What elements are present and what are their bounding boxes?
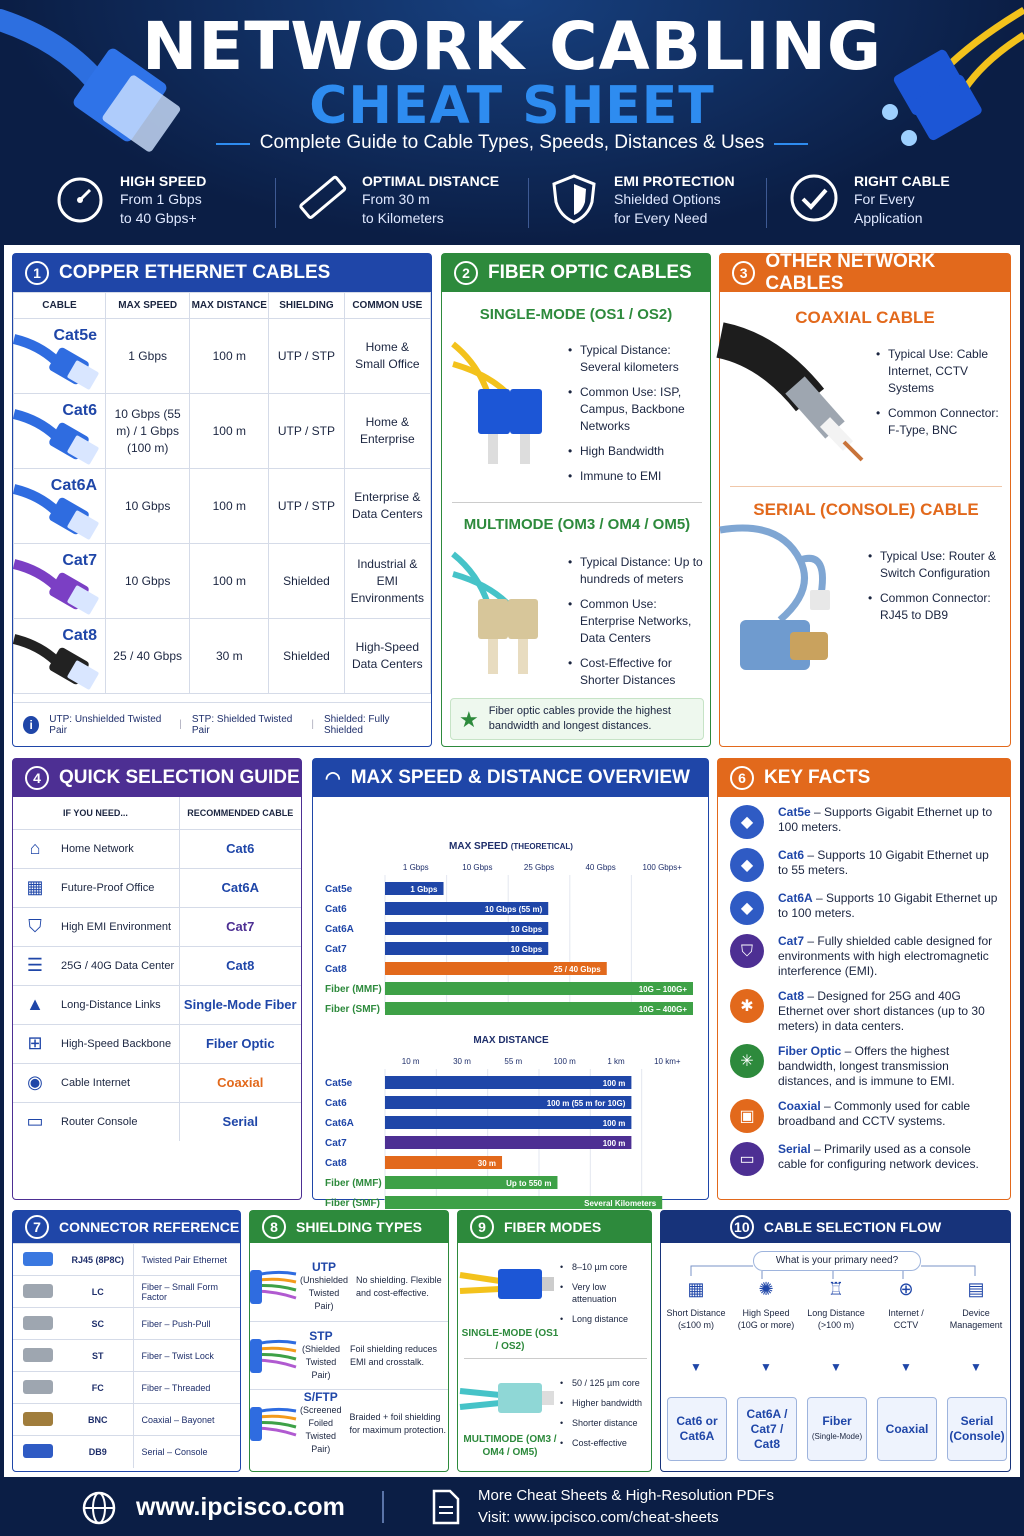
fiber-note: ★ Fiber optic cables provide the highest bandwidth and longest distances. <box>450 698 704 740</box>
feature-emi-protection: EMI PROTECTION Shielded Options for Every Need <box>548 172 735 234</box>
key-fact-item: ◆ Cat6 – Supports 10 Gigabit Ethernet up to 55 meters. <box>730 848 1002 882</box>
cell-shielding: Shielded <box>269 544 344 619</box>
flow-branch-label: High Speed (10G or more) <box>737 1308 795 1330</box>
multimode-points <box>560 1377 652 1457</box>
fact-icon: ✱ <box>730 989 764 1023</box>
table-row: ◉ Cable Internet Coaxial <box>13 1063 301 1102</box>
flow-branch-label: Long Distance (>100 m) <box>807 1308 865 1330</box>
serial-bullets <box>868 548 1010 632</box>
category-label: Cat5e <box>325 1078 353 1089</box>
cell-use: Enterprise & Data Centers <box>344 469 430 544</box>
category-label: Cat7 <box>325 944 347 955</box>
x-tick-label: 10 km+ <box>654 1057 681 1066</box>
table-row <box>14 469 431 544</box>
table-row: ⊞ High-Speed Backbone Fiber Optic <box>13 1024 301 1063</box>
flow-result-box: Fiber (Single-Mode) <box>807 1397 867 1461</box>
category-label: Fiber (SMF) <box>325 1004 380 1015</box>
section-header: 9 FIBER MODES <box>458 1211 651 1243</box>
connector-icon <box>23 1380 53 1394</box>
shield-icon <box>548 172 600 224</box>
subtitle-rule-right <box>774 143 808 145</box>
table-row: ⛉ High EMI Environment Cat7 <box>13 907 301 946</box>
shielding-types-section <box>249 1210 449 1472</box>
bullet-item: • 50 / 125 µm core <box>560 1377 652 1389</box>
key-fact-item: ▭ Serial – Primarily used as a console cable for configuring network devices. <box>730 1142 1002 1176</box>
table-row <box>14 319 431 394</box>
bar-value-label: 1 Gbps <box>410 885 438 894</box>
quick-selection-table: IF YOU NEED... RECOMMENDED CABLE ⌂ Home Network Cat6 ▦ Future-Proof Office Cat6A ⛉ High EMI Environment Cat7 ☰ 25G / 40G Data Center Cat8 ▲ Long-Distance Links Single-Mode Fiber ⊞ High-Speed Backbone Fiber Optic ◉ Cable Internet Coaxial ▭ Router Console Serial <box>13 797 301 1141</box>
bullet-item: • Typical Use: Router & Switch Configuration <box>868 548 1010 582</box>
table-row: ▦ Future-Proof Office Cat6A <box>13 868 301 907</box>
x-tick-label: 100 Gbps+ <box>642 863 682 872</box>
document-icon <box>432 1489 460 1525</box>
fact-icon: ▭ <box>730 1142 764 1176</box>
bullet-item: • Cost-Effective for Shorter Distances <box>568 655 710 689</box>
fact-icon: ✳ <box>730 1044 764 1078</box>
bar <box>385 1116 631 1129</box>
speed-icon: ✺ <box>758 1279 774 1299</box>
serial-cable-illustration <box>720 520 870 680</box>
category-label: Fiber (MMF) <box>325 984 382 995</box>
bar-value-label: 100 m (55 m for 10G) <box>546 1099 626 1108</box>
recommended-cable: Serial <box>179 1102 301 1141</box>
tower-icon: ♖ <box>827 1279 845 1299</box>
building-icon: ▦ <box>26 877 44 897</box>
coaxial-cable-illustration <box>720 330 870 470</box>
category-label: Cat6A <box>325 1118 354 1129</box>
footer <box>0 1477 1024 1536</box>
key-fact-item: ⛉ Cat7 – Fully shielded cable designed for environments with high electromagnetic interference (EMI). <box>730 934 1002 979</box>
twisted-pair-icon <box>250 1399 300 1449</box>
table-row <box>14 619 431 694</box>
globe-icon <box>82 1491 116 1525</box>
cell-shielding: UTP / STP <box>269 469 344 544</box>
cell-use: Home & Enterprise <box>344 394 430 469</box>
bullet-item: • Immune to EMI <box>568 468 708 485</box>
ruler-icon <box>296 172 348 224</box>
recommended-cable: Cat6A <box>179 868 301 907</box>
bullet-item: • Typical Use: Cable Internet, CCTV Systems <box>876 346 1010 397</box>
x-tick-label: 40 Gbps <box>585 863 616 872</box>
cell-shielding: Shielded <box>269 619 344 694</box>
section-header: 6 KEY FACTS <box>718 759 1010 797</box>
info-icon: i <box>23 716 39 734</box>
bullet-item: • Shorter distance <box>560 1417 652 1429</box>
table-row: ST Fiber – Twist Lock <box>13 1340 240 1372</box>
fact-icon: ▣ <box>730 1099 764 1133</box>
key-fact-item: ✳ Fiber Optic – Offers the highest bandwidth, longest transmission distances, and is immune to EMI. <box>730 1044 1002 1089</box>
section-header: 4 QUICK SELECTION GUIDE <box>13 759 301 797</box>
bar-value-label: Up to 550 m <box>506 1179 552 1188</box>
overview-chart <box>313 797 710 1209</box>
bullet-item: • Typical Distance: Several kilometers <box>568 342 708 376</box>
cell-shielding: UTP / STP <box>269 394 344 469</box>
flow-arrow-icon: ▼ <box>760 1360 772 1374</box>
network-icon: ⊞ <box>27 1033 43 1053</box>
table-row <box>14 394 431 469</box>
cable-cell: Cat5e <box>14 319 106 394</box>
bar-value-label: Several Kilometers <box>584 1199 657 1208</box>
bullet-item: • Very low attenuation <box>560 1281 652 1305</box>
flow-result-box: Cat6A / Cat7 / Cat8 <box>737 1397 797 1461</box>
bar-value-label: 10G – 400G+ <box>638 1005 687 1014</box>
bullet-item: • Higher bandwidth <box>560 1397 652 1409</box>
bar-value-label: 10 Gbps <box>510 945 543 954</box>
table-row: ☰ 25G / 40G Data Center Cat8 <box>13 946 301 985</box>
cell-speed: 25 / 40 Gbps <box>106 619 190 694</box>
feature-high-speed: HIGH SPEED From 1 Gbps to 40 Gbps+ <box>54 172 206 234</box>
x-tick-label: 55 m <box>504 1057 523 1066</box>
bar-value-label: 30 m <box>477 1159 497 1168</box>
key-fact-item: ◆ Cat5e – Supports Gigabit Ethernet up to 100 meters. <box>730 805 1002 839</box>
multimode-fiber-illustration <box>448 544 558 694</box>
recommended-cable: Fiber Optic <box>179 1024 301 1063</box>
category-label: Cat8 <box>325 964 347 975</box>
flow-arrow-icon: ▼ <box>970 1360 982 1374</box>
checkmark-icon <box>788 172 840 224</box>
shielding-list <box>250 1253 448 1457</box>
copper-ethernet-section <box>12 253 432 747</box>
cable-cell: Cat8 <box>14 619 106 694</box>
cell-distance: 100 m <box>190 319 269 394</box>
bar-value-label: 25 / 40 Gbps <box>553 965 601 974</box>
key-facts-section <box>717 758 1011 1200</box>
flow-arrow-icon: ▼ <box>830 1360 842 1374</box>
category-label: Cat7 <box>325 1138 347 1149</box>
server-icon: ☰ <box>26 955 44 975</box>
bullet-item: • Common Use: Enterprise Networks, Data Centers <box>568 596 710 647</box>
globe-icon: ⊕ <box>898 1279 914 1299</box>
connector-reference-section <box>12 1210 241 1472</box>
bar <box>385 1076 631 1089</box>
multimode-connector-illustration <box>460 1371 556 1431</box>
wifi-icon: ◉ <box>27 1072 43 1092</box>
category-label: Fiber (MMF) <box>325 1178 382 1189</box>
copper-legend: i UTP: Unshielded Twisted Pair | STP: Shielded Twisted Pair | Shielded: Fully Shielded <box>13 702 431 746</box>
cable-selection-flow-section <box>660 1210 1011 1472</box>
bullet-item: • Common Connector: F-Type, BNC <box>876 405 1010 439</box>
connector-icon <box>23 1252 53 1266</box>
coaxial-title: COAXIAL CABLE <box>795 308 935 327</box>
recommended-cable: Cat8 <box>179 946 301 985</box>
table-row: RJ45 (8P8C) Twisted Pair Ethernet <box>13 1244 240 1276</box>
cell-distance: 30 m <box>190 619 269 694</box>
feature-right-cable: RIGHT CABLE For Every Application <box>788 172 950 234</box>
cell-speed: 1 Gbps <box>106 319 190 394</box>
section-header: 3 OTHER NETWORK CABLES <box>720 254 1010 292</box>
flow-branch-label: Device Management <box>949 1308 1003 1330</box>
table-row <box>14 544 431 619</box>
single-mode-label: SINGLE-MODE (OS1 / OS2) <box>461 1328 559 1352</box>
x-tick-label: 1 km <box>607 1057 625 1066</box>
coaxial-bullets <box>876 346 1010 447</box>
table-row: BNC Coaxial – Bayonet <box>13 1404 240 1436</box>
star-icon: ★ <box>459 706 479 732</box>
flow-branch-label: Internet / CCTV <box>888 1308 924 1330</box>
cell-distance: 100 m <box>190 544 269 619</box>
chart-title: MAX DISTANCE <box>473 1035 549 1046</box>
cell-distance: 100 m <box>190 469 269 544</box>
recommended-cable: Cat6 <box>179 829 301 868</box>
section-header: ◠ MAX SPEED & DISTANCE OVERVIEW <box>313 759 708 797</box>
header <box>0 0 1024 245</box>
connector-icon <box>23 1348 53 1362</box>
bullet-item: • Typical Distance: Up to hundreds of meters <box>568 554 710 588</box>
category-label: Cat5e <box>325 884 353 895</box>
shield-bolt-icon: ⛉ <box>28 916 42 936</box>
x-tick-label: 30 m <box>453 1057 471 1066</box>
bullet-item: • Long distance <box>560 1313 652 1325</box>
title-line1: NETWORK CABLING <box>141 8 883 85</box>
bullet-item: • High Bandwidth <box>568 443 708 460</box>
cable-cell: Cat6A <box>14 469 106 544</box>
category-label: Cat6 <box>325 904 347 915</box>
table-row: FC Fiber – Threaded <box>13 1372 240 1404</box>
x-tick-label: 10 Gbps <box>462 863 493 872</box>
mountain-icon: ▲ <box>26 994 44 1014</box>
fiber-modes-section <box>457 1210 652 1472</box>
cell-use: Home & Small Office <box>344 319 430 394</box>
recommended-cable: Single-Mode Fiber <box>179 985 301 1024</box>
multimode-title: MULTIMODE (OM3 / OM4 / OM5) <box>463 516 691 533</box>
cell-shielding: UTP / STP <box>269 319 344 394</box>
bar-value-label: 10 Gbps (55 m) <box>484 905 543 914</box>
cell-distance: 100 m <box>190 394 269 469</box>
key-fact-item: ✱ Cat8 – Designed for 25G and 40G Ethernet over short distances (up to 30 meters) in data centers. <box>730 989 1002 1034</box>
table-row: ▭ Router Console Serial <box>13 1102 301 1141</box>
key-fact-item: ▣ Coaxial – Commonly used for cable broadband and CCTV systems. <box>730 1099 1002 1133</box>
category-label: Cat6A <box>325 924 354 935</box>
serial-title: SERIAL (CONSOLE) CABLE <box>753 500 979 519</box>
flow-result-box: Cat6 or Cat6A <box>667 1397 727 1461</box>
single-mode-connector-illustration <box>460 1255 556 1325</box>
shielding-row: UTP (Unshielded Twisted Pair) No shielding. Flexible and cost-effective. <box>250 1253 448 1321</box>
shielding-row: S/FTP (Screened Foiled Twisted Pair) Braided + foil shielding for maximum protection. <box>250 1389 448 1457</box>
connector-icon <box>23 1284 53 1298</box>
single-mode-points <box>560 1261 652 1333</box>
bar-value-label: 100 m <box>602 1119 626 1128</box>
section-header: 1 COPPER ETHERNET CABLES <box>13 254 431 292</box>
cable-cell: Cat7 <box>14 544 106 619</box>
cell-speed: 10 Gbps <box>106 469 190 544</box>
other-cables-section <box>719 253 1011 747</box>
speedometer-icon <box>54 172 106 224</box>
connector-icon <box>23 1412 53 1426</box>
category-label: Cat6 <box>325 1098 347 1109</box>
single-mode-bullets <box>568 342 708 493</box>
connector-icon <box>23 1444 53 1458</box>
flow-branch-label: Short Distance (≤100 m) <box>666 1308 726 1330</box>
fact-icon: ◆ <box>730 848 764 882</box>
bullet-item: • Common Connector: RJ45 to DB9 <box>868 590 1010 624</box>
recommended-cable: Coaxial <box>179 1063 301 1102</box>
bullet-item: • Common Use: ISP, Campus, Backbone Networks <box>568 384 708 435</box>
bar-value-label: 100 m <box>602 1139 626 1148</box>
category-label: Fiber (SMF) <box>325 1198 380 1209</box>
subtitle: Complete Guide to Cable Types, Speeds, Distances & Uses <box>259 132 765 153</box>
flow-arrow-icon: ▼ <box>690 1360 702 1374</box>
footer-more-text: More Cheat Sheets & High-Resolution PDFs <box>478 1487 774 1504</box>
multimode-bullets <box>568 554 710 697</box>
copper-table: CABLE MAX SPEED MAX DISTANCE SHIELDING COMMON USE Cat5e 1 Gbps 100 m UTP / STP Home & Small Office Cat6 10 Gbps (55 m) / 1 Gbps (100 m) 100 m UTP / STP Home & Enterprise Cat6A 10 Gbps 100 m UTP / STP Enterprise & Data Centers Cat7 10 Gbps 100 m Shielded Industrial & EMI Environments Cat8 25 / 40 Gbps 30 m Shielded High-Speed Data Centers <box>13 292 431 694</box>
router-icon: ▤ <box>967 1279 985 1299</box>
cell-use: Industrial & EMI Environments <box>344 544 430 619</box>
table-row: SC Fiber – Push-Pull <box>13 1308 240 1340</box>
connector-icon <box>23 1316 53 1330</box>
connector-table <box>13 1243 240 1468</box>
flow-result-box: Coaxial <box>877 1397 937 1461</box>
single-mode-title: SINGLE-MODE (OS1 / OS2) <box>479 306 673 323</box>
x-tick-label: 1 Gbps <box>402 863 429 872</box>
recommended-cable: Cat7 <box>179 907 301 946</box>
flow-arrow-icon: ▼ <box>900 1360 912 1374</box>
bullet-item: • 8–10 µm core <box>560 1261 652 1273</box>
x-tick-label: 10 m <box>401 1057 420 1066</box>
category-label: Cat8 <box>325 1158 347 1169</box>
feature-optimal-distance: OPTIMAL DISTANCE From 30 m to Kilometers <box>296 172 499 234</box>
laptop-icon: ▭ <box>26 1111 44 1132</box>
bullet-item: • Cost-effective <box>560 1437 652 1449</box>
cable-cell: Cat6 <box>14 394 106 469</box>
cell-use: High-Speed Data Centers <box>344 619 430 694</box>
gauge-icon: ◠ <box>325 767 341 788</box>
bar-value-label: 100 m <box>602 1079 626 1088</box>
x-tick-label: 25 Gbps <box>523 863 555 872</box>
fiber-optic-section <box>441 253 711 747</box>
table-row: ⌂ Home Network Cat6 <box>13 829 301 868</box>
cell-speed: 10 Gbps (55 m) / 1 Gbps (100 m) <box>106 394 190 469</box>
quick-selection-section <box>12 758 302 1200</box>
key-fact-item: ◆ Cat6A – Supports 10 Gigabit Ethernet up to 100 meters. <box>730 891 1002 925</box>
multimode-label: MULTIMODE (OM3 / OM4 / OM5) <box>463 1434 557 1458</box>
table-row: LC Fiber – Small Form Factor <box>13 1276 240 1308</box>
footer-site-link[interactable]: www.ipcisco.com <box>136 1493 345 1521</box>
section-header: 8 SHIELDING TYPES <box>250 1211 448 1243</box>
house-icon: ⌂ <box>29 838 41 858</box>
shielding-row: STP (Shielded Twisted Pair) Foil shielding reduces EMI and crosstalk. <box>250 1321 448 1389</box>
table-row: DB9 Serial – Console <box>13 1436 240 1468</box>
fact-icon: ⛉ <box>730 934 764 968</box>
fact-icon: ◆ <box>730 891 764 925</box>
bar-value-label: 10G – 100G+ <box>638 985 687 994</box>
section-header: 10 CABLE SELECTION FLOW <box>661 1211 1010 1243</box>
flow-result-box: Serial (Console) <box>947 1397 1007 1461</box>
cell-speed: 10 Gbps <box>106 544 190 619</box>
x-tick-label: 100 m <box>553 1057 576 1066</box>
single-mode-fiber-illustration <box>448 334 558 484</box>
footer-visit-link[interactable]: Visit: www.ipcisco.com/cheat-sheets <box>478 1509 719 1526</box>
section-header: 2 FIBER OPTIC CABLES <box>442 254 710 292</box>
table-row: ▲ Long-Distance Links Single-Mode Fiber <box>13 985 301 1024</box>
bar-value-label: 10 Gbps <box>510 925 543 934</box>
twisted-pair-icon <box>250 1262 300 1312</box>
key-facts-list <box>718 797 1010 1176</box>
section-header: 7 CONNECTOR REFERENCE <box>13 1211 240 1243</box>
twisted-pair-icon <box>250 1331 300 1381</box>
chart-title: MAX SPEED (THEORETICAL) <box>449 841 573 852</box>
fact-icon: ◆ <box>730 805 764 839</box>
title-line2: CHEAT SHEET <box>309 76 715 136</box>
bar <box>385 1136 631 1149</box>
speed-distance-overview-section <box>312 758 709 1209</box>
building-icon: ▦ <box>687 1279 705 1299</box>
flow-question: What is your primary need? <box>753 1251 921 1271</box>
